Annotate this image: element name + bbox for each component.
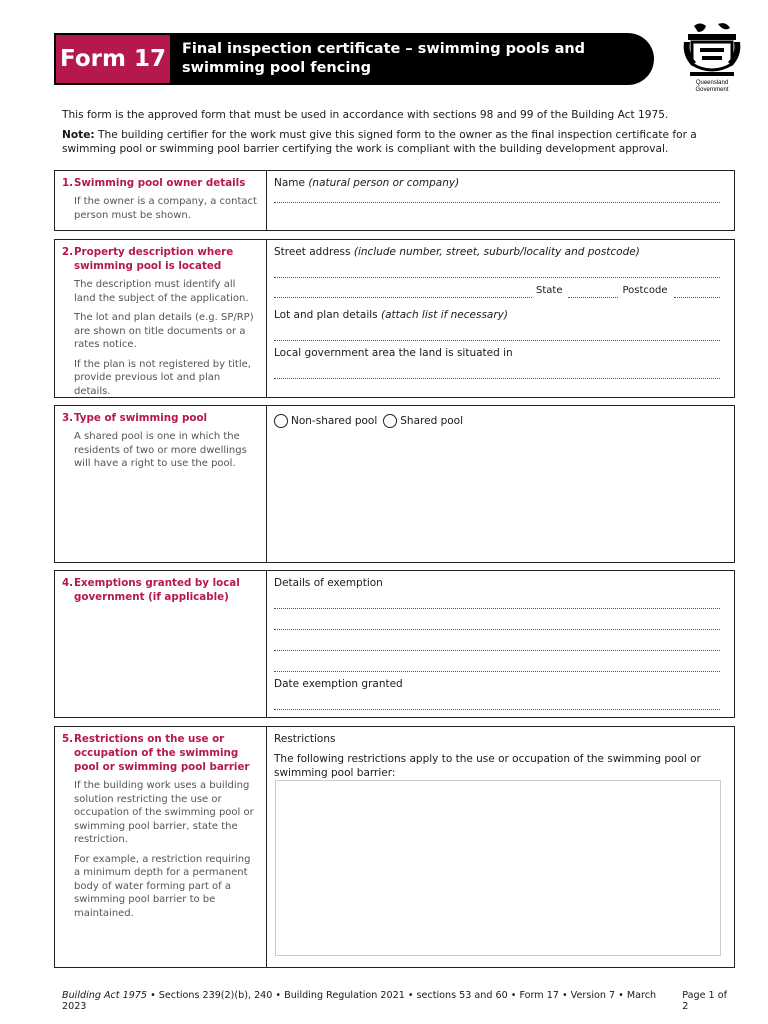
footer-citation: Building Act 1975 • Sections 239(2)(b), 240 • Building Regulation 2021 • sections 53 and 60 • Form 17 • Version 7 • March 2023 xyxy=(62,990,657,1012)
section-desc: For example, a restriction requiring a minimum depth for a permanent body of water forming part of a swimming pool barrier to be maintained. xyxy=(74,853,251,919)
section-4-fields xyxy=(267,571,734,717)
name-label: Name (natural person or company) xyxy=(274,177,460,189)
exemption-details-line-2[interactable] xyxy=(274,629,720,630)
exemption-date-label: Date exemption granted xyxy=(274,678,403,690)
section-5-fields xyxy=(267,727,734,967)
section-number: 3. xyxy=(62,412,74,424)
non-shared-pool-option[interactable] xyxy=(274,414,377,428)
state-input-line[interactable] xyxy=(568,297,618,298)
section-5-info xyxy=(55,727,267,967)
state-label: State xyxy=(536,285,563,296)
form-header xyxy=(54,33,654,85)
section-3-fields xyxy=(267,406,734,562)
shared-pool-option[interactable] xyxy=(383,414,463,428)
queensland-government-crest-icon xyxy=(680,20,744,92)
restrictions-text: The following restrictions apply to the use or occupation of the swimming pool or swimming pool barrier: xyxy=(274,753,701,779)
section-4-info xyxy=(55,571,267,717)
lga-input-line[interactable] xyxy=(274,378,720,379)
exemption-details-line-3[interactable] xyxy=(274,650,720,651)
intro-paragraph: This form is the approved form that must be used in accordance with sections 98 and 99 of the Building Act 1975. xyxy=(62,109,669,121)
exemption-date-input-line[interactable] xyxy=(274,709,720,710)
svg-text:Queensland: Queensland xyxy=(695,80,729,86)
svg-text:Government: Government xyxy=(695,87,729,92)
section-desc: If the building work uses a building solution restricting the use or occupation of the swimming pool or swimming pool barrier, state the restriction. xyxy=(74,780,254,845)
intro-note xyxy=(62,128,742,156)
restrictions-label: Restrictions xyxy=(274,733,336,745)
section-restrictions xyxy=(54,726,735,968)
street-address-input-line-2[interactable] xyxy=(274,297,532,298)
section-title: Property description where swimming pool is located xyxy=(74,246,234,272)
street-address-input-line[interactable] xyxy=(274,277,720,278)
shared-pool-label: Shared pool xyxy=(400,415,463,427)
lot-plan-label: Lot and plan details (attach list if necessary) xyxy=(274,309,508,321)
exemption-details-line-1[interactable] xyxy=(274,608,720,609)
radio-circle-icon[interactable] xyxy=(383,414,397,428)
section-pool-type xyxy=(54,405,735,563)
section-desc: If the plan is not registered by title, provide previous lot and plan details. xyxy=(74,358,251,397)
street-address-label: Street address (include number, street, suburb/locality and postcode) xyxy=(274,246,640,258)
section-title: Type of swimming pool xyxy=(74,412,208,424)
section-number: 2. xyxy=(62,246,74,258)
page-number: Page 1 of 2 xyxy=(682,990,727,1012)
postcode-input-line[interactable] xyxy=(674,297,720,298)
form-number-badge: Form 17 xyxy=(54,33,170,85)
section-exemptions xyxy=(54,570,735,718)
section-desc: If the owner is a company, a contact person must be shown. xyxy=(74,196,257,221)
exemption-details-line-4[interactable] xyxy=(274,671,720,672)
section-3-info xyxy=(55,406,267,562)
section-number: 4. xyxy=(62,577,74,589)
radio-circle-icon[interactable] xyxy=(274,414,288,428)
form-title: Final inspection certificate – swimming pools and swimming pool fencing xyxy=(170,33,654,85)
section-desc: The description must identify all land the subject of the application. xyxy=(74,279,249,304)
section-1-info xyxy=(55,171,267,230)
note-label: Note: xyxy=(62,129,95,141)
intro-text xyxy=(62,108,742,162)
section-title: Swimming pool owner details xyxy=(74,177,246,189)
note-text: The building certifier for the work must give this signed form to the owner as the final inspection certificate for a swimming pool or swimming pool barrier certifying the work is compliant with the building development approval. xyxy=(62,129,697,155)
state-postcode-row xyxy=(274,284,720,298)
section-property-description xyxy=(54,239,735,398)
section-title: Exemptions granted by local government (if applicable) xyxy=(74,577,240,603)
lga-label: Local government area the land is situated in xyxy=(274,347,513,359)
non-shared-pool-label: Non-shared pool xyxy=(291,415,378,427)
section-desc: A shared pool is one in which the residents of two or more dwellings will have a right to use the pool. xyxy=(74,431,247,469)
section-2-info xyxy=(55,240,267,397)
section-owner-details xyxy=(54,170,735,231)
pool-type-radio-group xyxy=(274,414,720,428)
section-desc: The lot and plan details (e.g. SP/RP) are shown on title documents or a rates notice. xyxy=(74,312,254,350)
exemption-details-label: Details of exemption xyxy=(274,577,383,589)
section-2-fields xyxy=(267,240,734,397)
restrictions-textarea[interactable] xyxy=(275,780,721,956)
section-number: 1. xyxy=(62,177,74,189)
section-number: 5. xyxy=(62,733,74,745)
postcode-label: Postcode xyxy=(622,285,668,296)
page-footer xyxy=(62,990,736,1012)
section-title: Restrictions on the use or occupation of the swimming pool or swimming pool barrier xyxy=(74,733,250,773)
lot-plan-input-line[interactable] xyxy=(274,340,720,341)
name-input-line[interactable] xyxy=(274,202,720,203)
section-1-fields xyxy=(267,171,734,230)
